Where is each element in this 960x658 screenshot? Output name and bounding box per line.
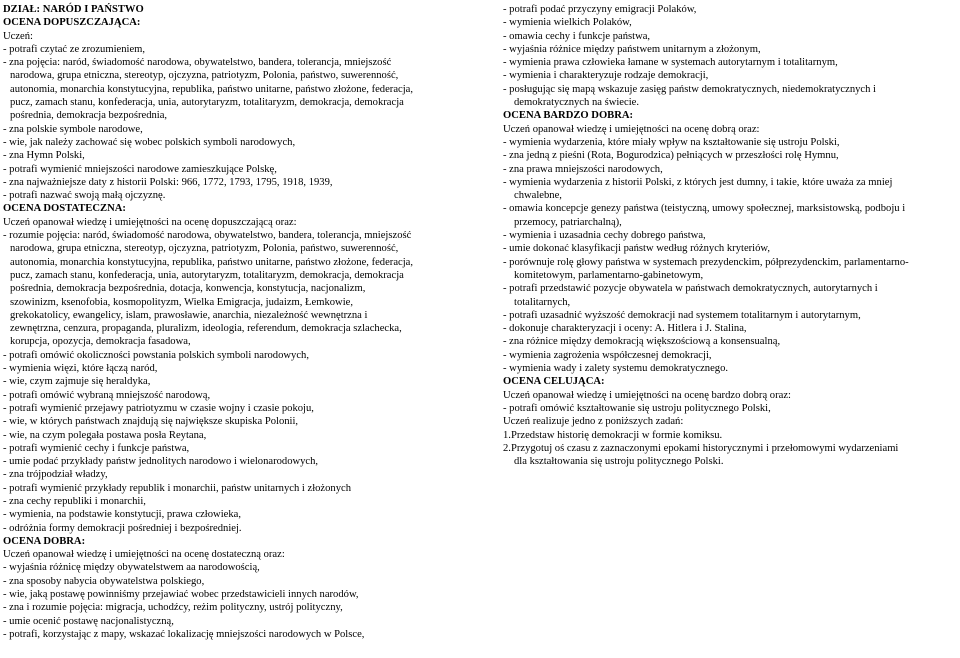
text-line: - potrafi wymienić cechy i funkcje państwa, — [3, 442, 190, 454]
text-line: - zna pojęcia: naród, świadomość narodowa, obywatelstwo, bandera, tolerancja, mniejszość — [3, 57, 392, 69]
text-line: pośrednia, demokracja bezpośrednia, dotacja, konwencja, konstytucja, nacjonalizm, — [10, 283, 366, 295]
text-line: totalitarnych, — [514, 296, 571, 308]
text-line: - zna najważniejsze daty z historii Polski: 966, 1772, 1793, 1795, 1918, 1939, — [3, 176, 333, 188]
text-line: - potrafi podać przyczyny emigracji Polaków, — [503, 4, 697, 15]
text-line: przemocy, patriarchalną), — [514, 216, 622, 228]
text-line: - omawia koncepcje genezy państwa (teistyczną, umowy społecznej, marksistowską, podboju i — [503, 203, 906, 215]
text-line: - wymienia prawa człowieka łamane w systemach autorytarnym i totalitarnym, — [503, 57, 838, 69]
text-line: - odróżnia formy demokracji pośredniej i bezpośredniej. — [3, 522, 242, 534]
text-line: - zna sposoby nabycia obywatelstwa polskiego, — [3, 575, 205, 587]
text-line: korupcja, opozycja, demokracja fasadowa, — [10, 336, 191, 348]
text-line: - potrafi nazwać swoją małą ojczyznę. — [3, 190, 166, 202]
text-line: - wymienia i uzasadnia cechy dobrego państwa, — [503, 230, 706, 242]
text-line: - potrafi wymienić przejawy patriotyzmu w czasie wojny i czasie pokoju, — [3, 402, 314, 414]
left-column — [3, 3, 473, 641]
text-line: - wymienia zagrożenia współczesnej demokracji, — [503, 349, 712, 361]
text-line: - wymienia więzi, które łączą naród, — [3, 363, 158, 375]
text-line: autonomia, monarchia konstytucyjna, republika, państwo unitarne, państwo złożone, federacja, — [10, 83, 414, 95]
right-column — [503, 3, 958, 468]
text-line: autonomia, monarchia konstytucyjna, republika, państwo unitarne, państwo złożone, federacja, — [10, 256, 414, 268]
text-line: - posługując się mapą wskazuje zasięg państw demokratycznych, niedemokratycznych i — [503, 83, 877, 95]
section-heading: OCENA DOPUSZCZAJĄCA: — [3, 17, 141, 29]
section-heading: DZIAŁ: NARÓD I PAŃSTWO — [3, 4, 144, 15]
text-line: - zna cechy republiki i monarchii, — [3, 495, 146, 507]
text-line: dla kształtowania się ustroju politycznego Polski. — [514, 456, 724, 468]
text-line: - zna różnice między demokracją większościową a konsensualną, — [503, 336, 781, 348]
text-line: - zna Hymn Polski, — [3, 150, 85, 162]
text-line: Uczeń realizuje jedno z poniższych zadań: — [503, 416, 684, 428]
text-line: pucz, zamach stanu, konfederacja, unia, autorytaryzm, totalitaryzm, demokracja, demokracja — [10, 97, 404, 109]
text-line: demokratycznych na świecie. — [514, 97, 640, 109]
text-line: Uczeń opanował wiedzę i umiejętności na ocenę bardzo dobrą oraz: — [503, 389, 791, 401]
text-line: - potrafi, korzystając z mapy, wskazać lokalizację mniejszości narodowych w Polsce, — [3, 628, 365, 640]
section-heading: OCENA BARDZO DOBRA: — [503, 110, 634, 122]
text-line: - wymienia wielkich Polaków, — [503, 17, 632, 29]
text-line: - zna i rozumie pojęcia: migracja, uchodźcy, reżim polityczny, ustrój polityczny, — [3, 602, 343, 614]
text-line: - umie ocenić postawę nacjonalistyczną, — [3, 615, 174, 627]
text-line: zewnętrzna, cenzura, propaganda, pluralizm, ideologia, referendum, demokracja szlachecka, — [10, 323, 402, 335]
text-line: 1.Przedstaw historię demokracji w formie komiksu. — [503, 429, 723, 441]
text-line: - potrafi przedstawić pozycje obywatela w państwach demokratycznych, autorytarnych i — [503, 283, 878, 295]
text-line: Uczeń opanował wiedzę i umiejętności na ocenę dobrą oraz: — [503, 123, 760, 135]
text-line: - porównuje rolę głowy państwa w systemach prezydenckim, półprezydenckim, parlamentarno- — [503, 256, 909, 268]
text-line: - wyjaśnia różnice między państwem unitarnym a złożonym, — [503, 43, 761, 55]
text-line: - potrafi omówić okoliczności powstania polskich symboli narodowych, — [3, 349, 309, 361]
text-line: - potrafi omówić kształtowanie się ustroju politycznego Polski, — [503, 402, 771, 414]
text-line: pucz, zamach stanu, konfederacja, unia, autorytaryzm, totalitaryzm, demokracja, demokracja — [10, 269, 404, 281]
text-line: Uczeń opanował wiedzę i umiejętności na ocenę dopuszczającą oraz: — [3, 216, 297, 228]
text-line: - zna jedną z pieśni (Rota, Bogurodzica) pełniących w przeszłości rolę Hymnu, — [503, 150, 839, 162]
text-line: szowinizm, ksenofobia, kosmopolityzm, Wielka Emigracja, judaizm, Łemkowie, — [10, 296, 354, 308]
text-line: - wymienia wydarzenia, które miały wpływ na kształtowanie się ustroju Polski, — [503, 136, 840, 148]
section-heading: OCENA CELUJĄCA: — [503, 376, 605, 388]
text-line: pośrednia, demokracja bezpośrednia, — [10, 110, 168, 122]
text-line: - wymienia wady i zalety systemu demokratycznego. — [503, 363, 729, 375]
text-line: - wie, w których państwach znajdują się największe skupiska Polonii, — [3, 416, 299, 428]
text-line: - wie, jaką postawę powinniśmy przejawiać wobec przedstawicieli innych narodów, — [3, 589, 359, 601]
text-line: narodowa, grupa etniczna, stereotyp, ojczyzna, patriotyzm, Polonia, państwo, suwerenność, — [10, 70, 399, 82]
text-line: - potrafi wymienić przykłady republik i monarchii, państw unitarnych i złożonych — [3, 482, 352, 494]
text-line: - potrafi czytać ze zrozumieniem, — [3, 43, 146, 55]
text-line: grekokatolicy, ewangelicy, islam, prawosławie, anarchia, niezależność wewnętrzna i — [10, 309, 368, 321]
text-line: - zna prawa mniejszości narodowych, — [503, 163, 663, 175]
section-heading: OCENA DOBRA: — [3, 535, 86, 547]
text-line: narodowa, grupa etniczna, stereotyp, ojczyzna, patriotyzm, Polonia, państwo, suwerenność, — [10, 243, 399, 255]
text-line: chwalebne, — [514, 190, 562, 202]
text-line: 2.Przygotuj oś czasu z zaznaczonymi epokami historycznymi i przełomowymi wydarzeniami — [503, 442, 899, 454]
text-line: - umie podać przykłady państw jednolitych narodowo i wielonarodowych, — [3, 456, 319, 468]
text-line: - potrafi omówić wybraną mniejszość narodową, — [3, 389, 211, 401]
text-line: - wie, na czym polegała postawa posła Reytana, — [3, 429, 207, 441]
text-line: - zna trójpodział władzy, — [3, 469, 108, 481]
text-line: - wie, jak należy zachować się wobec polskich symboli narodowych, — [3, 136, 296, 148]
text-line: - rozumie pojęcia: naród, świadomość narodowa, obywatelstwo, bandera, tolerancja, mniejszość — [3, 230, 412, 242]
text-line: - wymienia, na podstawie konstytucji, prawa człowieka, — [3, 509, 241, 521]
text-line: - zna polskie symbole narodowe, — [3, 123, 143, 135]
text-line: - umie dokonać klasyfikacji państw według różnych kryteriów, — [503, 243, 771, 255]
text-line: - wymienia i charakteryzuje rodzaje demokracji, — [503, 70, 709, 82]
text-line: - dokonuje charakteryzacji i oceny: A. Hitlera i J. Stalina, — [503, 323, 747, 335]
text-line: - omawia cechy i funkcje państwa, — [503, 30, 651, 42]
text-line: komitetowym, parlamentarno-gabinetowym, — [514, 269, 704, 281]
section-heading: OCENA DOSTATECZNA: — [3, 203, 126, 215]
text-line: - wie, czym zajmuje się heraldyka, — [3, 376, 151, 388]
text-line: - potrafi uzasadnić wyższość demokracji nad systemem totalitarnym i autorytarnym, — [503, 309, 861, 321]
text-line: - potrafi wymienić mniejszości narodowe zamieszkujące Polskę, — [3, 163, 277, 175]
text-line: - wyjaśnia różnicę między obywatelstwem aa narodowością, — [3, 562, 260, 574]
text-line: Uczeń: — [3, 30, 33, 42]
text-line: Uczeń opanował wiedzę i umiejętności na ocenę dostateczną oraz: — [3, 549, 285, 561]
text-line: - wymienia wydarzenia z historii Polski, z których jest dumny, i takie, które uważa za mniej — [503, 176, 893, 188]
